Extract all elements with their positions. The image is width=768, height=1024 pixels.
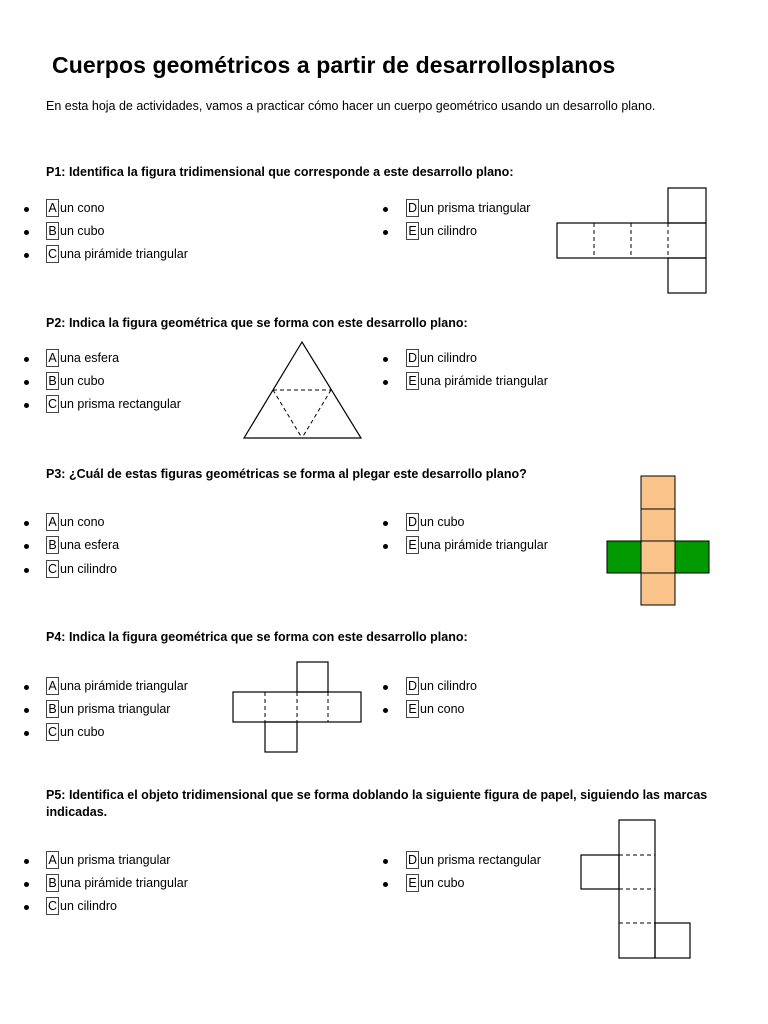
option-text: un prisma triangular bbox=[420, 201, 531, 215]
bullet bbox=[24, 357, 29, 362]
q1-option-a[interactable] bbox=[46, 198, 104, 218]
bullet bbox=[24, 403, 29, 408]
net-figure-1 bbox=[550, 183, 720, 299]
option-text: una pirámide triangular bbox=[60, 679, 188, 693]
q4-option-d[interactable] bbox=[406, 676, 477, 696]
option-text: un cilindro bbox=[420, 679, 477, 693]
option-text: un prisma rectangular bbox=[420, 853, 541, 867]
option-text: un prisma triangular bbox=[60, 853, 171, 867]
option-letter: A bbox=[46, 677, 59, 695]
q2-option-d[interactable] bbox=[406, 348, 477, 368]
option-text: una pirámide triangular bbox=[60, 247, 188, 261]
option-text: una pirámide triangular bbox=[60, 876, 188, 890]
option-letter: E bbox=[406, 536, 419, 554]
option-text: un cubo bbox=[420, 876, 465, 890]
net-figure-5 bbox=[576, 815, 696, 963]
question-3-text: ¿Cuál de estas figuras geométricas se forma al plegar este desarrollo plano? bbox=[68, 467, 527, 481]
page-title: Cuerpos geométricos a partir de desarrollosplanos bbox=[52, 52, 616, 78]
bullet bbox=[383, 207, 388, 212]
net-figure-2 bbox=[238, 336, 368, 444]
option-text: un cubo bbox=[60, 224, 105, 238]
option-letter: D bbox=[407, 679, 418, 693]
option-text: una esfera bbox=[60, 351, 120, 365]
net-figure-4 bbox=[228, 657, 368, 757]
option-text: un cubo bbox=[420, 515, 465, 529]
question-4-number: P4: bbox=[46, 630, 66, 644]
question-2-text: Indica la figura geométrica que se forma con este desarrollo plano: bbox=[68, 316, 468, 330]
option-letter: C bbox=[47, 899, 58, 913]
question-1-number: P1: bbox=[46, 165, 66, 179]
bullet bbox=[24, 568, 29, 573]
option-text: un cilindro bbox=[420, 224, 477, 238]
option-letter: B bbox=[46, 372, 59, 390]
bullet bbox=[24, 859, 29, 864]
option-letter: D bbox=[407, 515, 418, 529]
q5-option-c[interactable] bbox=[46, 896, 117, 916]
bullet bbox=[383, 357, 388, 362]
option-text: un cubo bbox=[60, 725, 105, 739]
option-text: un cilindro bbox=[60, 562, 117, 576]
option-text: un cono bbox=[60, 515, 105, 529]
q5-option-a[interactable] bbox=[46, 850, 170, 870]
option-letter: C bbox=[47, 562, 58, 576]
intro-text: En esta hoja de actividades, vamos a practicar cómo hacer un cuerpo geométrico usando un desarrollo plano. bbox=[46, 99, 656, 113]
option-letter: B bbox=[46, 536, 59, 554]
q5-option-b[interactable] bbox=[46, 873, 188, 893]
option-text: un cono bbox=[420, 702, 465, 716]
bullet bbox=[24, 882, 29, 887]
option-text: un prisma rectangular bbox=[60, 397, 181, 411]
bullet bbox=[24, 230, 29, 235]
q3-option-d[interactable] bbox=[406, 512, 464, 532]
net-figure-3 bbox=[602, 472, 714, 610]
bullet bbox=[24, 253, 29, 258]
option-letter: B bbox=[46, 700, 59, 718]
option-text: una pirámide triangular bbox=[420, 538, 548, 552]
option-letter: E bbox=[406, 700, 419, 718]
q3-option-b[interactable] bbox=[46, 535, 119, 555]
q1-option-b[interactable] bbox=[46, 221, 104, 241]
q4-option-c[interactable] bbox=[46, 722, 104, 742]
option-letter: E bbox=[406, 372, 419, 390]
question-4-title bbox=[46, 629, 746, 646]
option-letter: C bbox=[47, 397, 58, 411]
option-letter: D bbox=[407, 853, 418, 867]
option-text: un cubo bbox=[60, 374, 105, 388]
q4-option-a[interactable] bbox=[46, 676, 188, 696]
bullet bbox=[383, 230, 388, 235]
bullet bbox=[24, 708, 29, 713]
bullet bbox=[24, 207, 29, 212]
option-text: un cilindro bbox=[60, 899, 117, 913]
bullet bbox=[24, 905, 29, 910]
option-letter: B bbox=[46, 874, 59, 892]
option-letter: B bbox=[46, 222, 59, 240]
q3-option-c[interactable] bbox=[46, 559, 117, 579]
option-text: un cono bbox=[60, 201, 105, 215]
bullet bbox=[24, 685, 29, 690]
bullet bbox=[383, 859, 388, 864]
question-5-text: Identifica el objeto tridimensional que se forma doblando la siguiente figura de papel, siguiendo las marcas indicadas. bbox=[46, 788, 708, 819]
bullet bbox=[24, 521, 29, 526]
question-4-text: Indica la figura geométrica que se forma con este desarrollo plano: bbox=[68, 630, 468, 644]
bullet bbox=[383, 380, 388, 385]
option-text: una esfera bbox=[60, 538, 120, 552]
q2-option-c[interactable] bbox=[46, 394, 181, 414]
q2-option-e[interactable] bbox=[406, 371, 548, 391]
question-1-title bbox=[46, 164, 746, 181]
option-letter: C bbox=[47, 247, 58, 261]
option-text: una pirámide triangular bbox=[420, 374, 548, 388]
option-letter: C bbox=[47, 725, 58, 739]
q5-option-d[interactable] bbox=[406, 850, 541, 870]
q4-option-e[interactable] bbox=[406, 699, 464, 719]
option-letter: E bbox=[406, 874, 419, 892]
option-text: un cilindro bbox=[420, 351, 477, 365]
q2-option-a[interactable] bbox=[46, 348, 119, 368]
bullet bbox=[24, 544, 29, 549]
question-3-number: P3: bbox=[46, 467, 66, 481]
q4-option-b[interactable] bbox=[46, 699, 170, 719]
bullet bbox=[24, 731, 29, 736]
question-2-number: P2: bbox=[46, 316, 66, 330]
bullet bbox=[24, 380, 29, 385]
option-letter: E bbox=[406, 222, 419, 240]
q1-option-e[interactable] bbox=[406, 221, 477, 241]
q1-option-d[interactable] bbox=[406, 198, 530, 218]
q2-option-b[interactable] bbox=[46, 371, 104, 391]
option-letter: A bbox=[46, 851, 59, 869]
option-text: un prisma triangular bbox=[60, 702, 171, 716]
bullet bbox=[383, 544, 388, 549]
question-2-title bbox=[46, 315, 746, 332]
question-1-text: Identifica la figura tridimensional que corresponde a este desarrollo plano: bbox=[68, 165, 514, 179]
option-letter: A bbox=[46, 349, 59, 367]
option-letter: D bbox=[407, 201, 418, 215]
option-letter: A bbox=[46, 199, 59, 217]
q5-option-e[interactable] bbox=[406, 873, 464, 893]
q3-option-e[interactable] bbox=[406, 535, 548, 555]
q3-option-a[interactable] bbox=[46, 512, 104, 532]
question-5-number: P5: bbox=[46, 788, 66, 802]
option-letter: D bbox=[407, 351, 418, 365]
option-letter: A bbox=[46, 513, 59, 531]
bullet bbox=[383, 708, 388, 713]
bullet bbox=[383, 882, 388, 887]
q1-option-c[interactable] bbox=[46, 244, 188, 264]
bullet bbox=[383, 521, 388, 526]
bullet bbox=[383, 685, 388, 690]
